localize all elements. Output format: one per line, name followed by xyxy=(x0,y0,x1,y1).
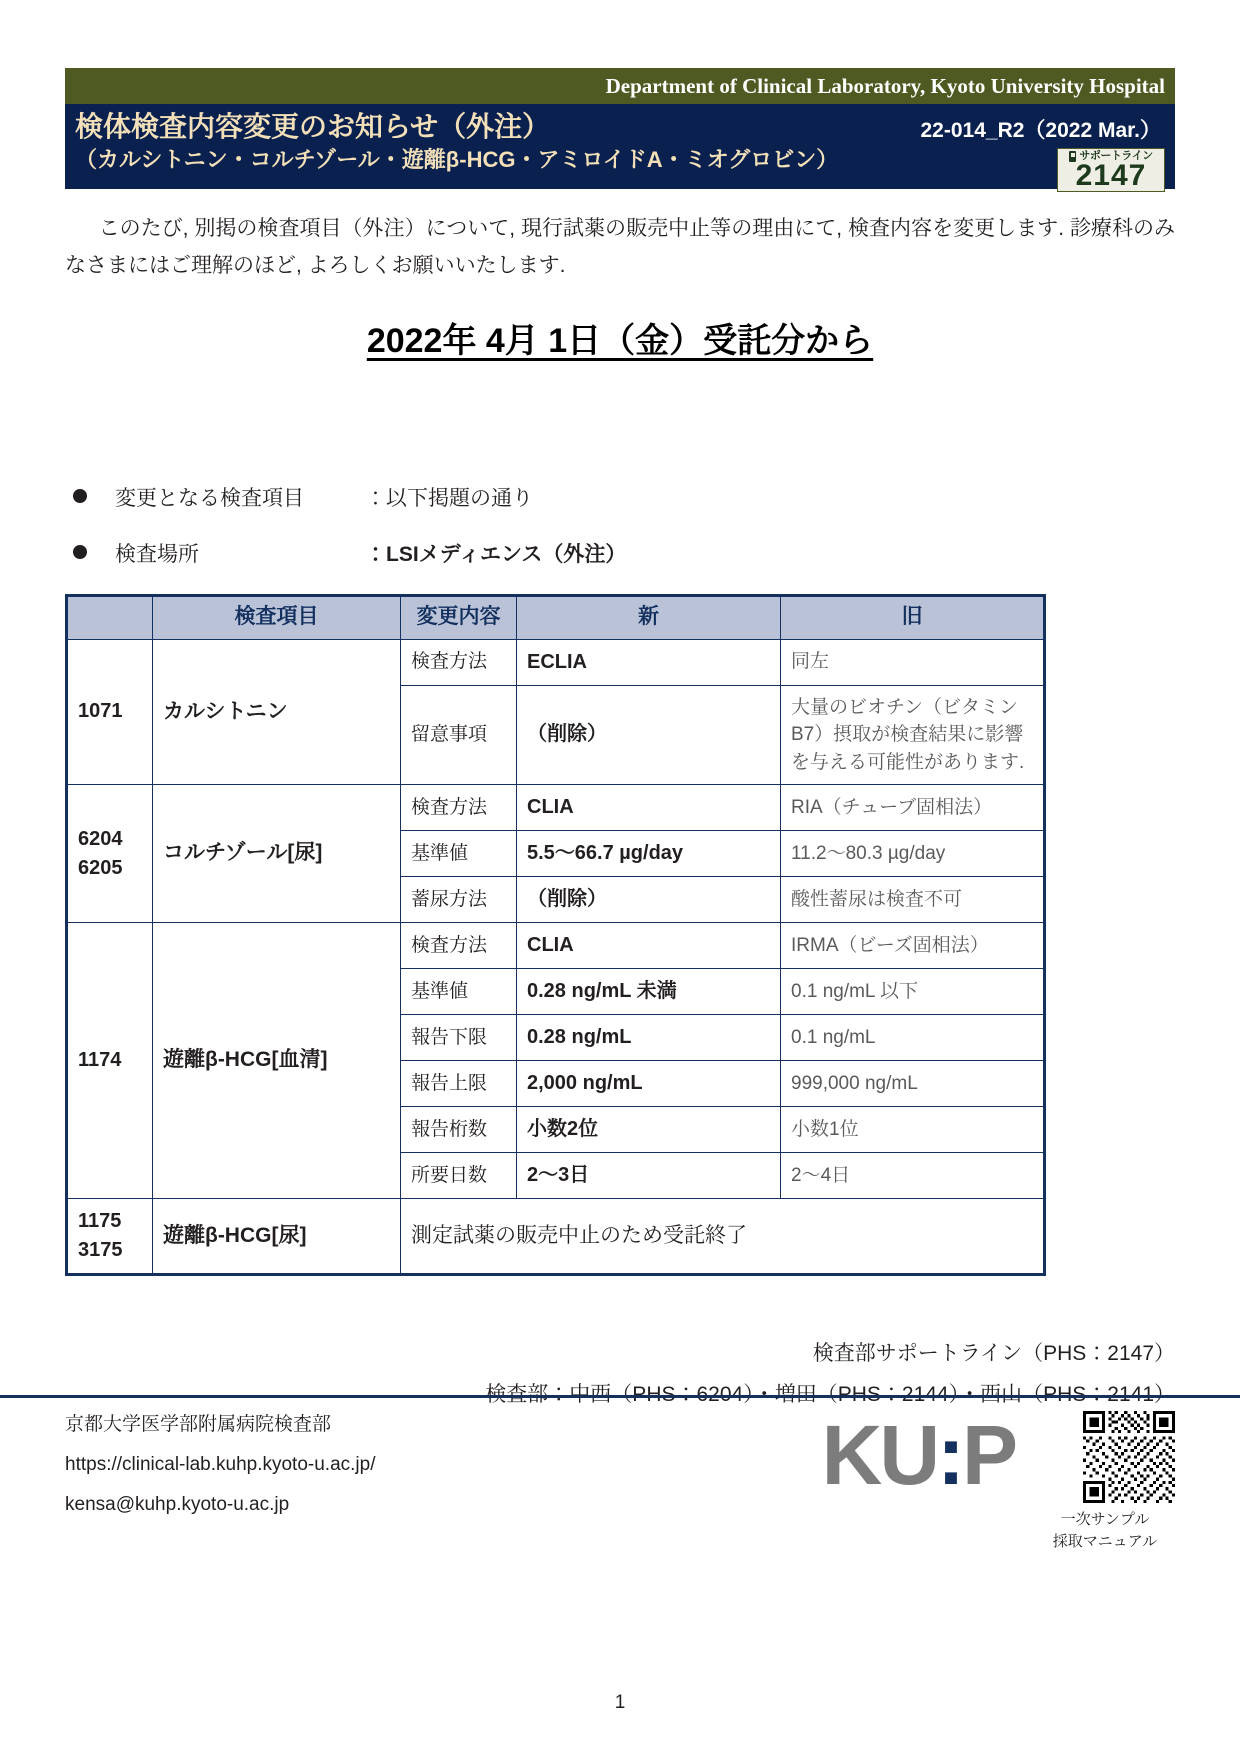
new-value-cell: 0.28 ng/mL xyxy=(517,1015,781,1061)
table-row xyxy=(67,923,1045,969)
change-kind-cell: 検査方法 xyxy=(401,639,517,685)
kuhp-logo-right: P xyxy=(961,1408,1015,1502)
intro-section xyxy=(65,211,1175,285)
new-value-cell: （削除） xyxy=(517,877,781,923)
change-kind-cell: 基準値 xyxy=(401,831,517,877)
new-value-cell: （削除） xyxy=(517,685,781,785)
new-value-cell: CLIA xyxy=(517,923,781,969)
change-kind-cell: 報告桁数 xyxy=(401,1107,517,1153)
header-title-bar xyxy=(65,104,1175,192)
test-item-cell: コルチゾール[尿] xyxy=(153,785,401,923)
test-item-cell: カルシトニン xyxy=(153,639,401,785)
test-code-cell: 1071 xyxy=(67,639,153,785)
kuhp-logo-colon: : xyxy=(936,1408,962,1502)
table-row xyxy=(67,785,1045,831)
department-name-en: Department of Clinical Laboratory, Kyoto University Hospital xyxy=(605,73,1165,98)
test-code-cell: 1174 xyxy=(67,923,153,1199)
old-value-cell: 0.1 ng/mL xyxy=(781,1015,1045,1061)
discontinuation-note-cell: 測定試薬の販売中止のため受託終了 xyxy=(401,1199,1045,1275)
kuhp-logo xyxy=(821,1408,1015,1502)
phone-icon xyxy=(1069,151,1076,162)
qr-code-icon xyxy=(1083,1411,1175,1503)
table-header-row xyxy=(67,595,1045,639)
table-body xyxy=(67,639,1045,1275)
old-value-cell: 999,000 ng/mL xyxy=(781,1061,1045,1107)
contact-section xyxy=(65,1334,1175,1416)
new-value-cell: ECLIA xyxy=(517,639,781,685)
kuhp-logo-left: KU xyxy=(821,1408,937,1502)
new-value-cell: 5.5〜66.7 µg/day xyxy=(517,831,781,877)
bullet-label: 検査場所 xyxy=(115,542,199,566)
new-value-cell: CLIA xyxy=(517,785,781,831)
document-footer xyxy=(65,1405,1175,1705)
table-header-cell: 旧 xyxy=(781,595,1045,639)
page-number: 1 xyxy=(614,1692,626,1713)
change-kind-cell: 所要日数 xyxy=(401,1153,517,1199)
effective-date-headline: 2022年 4月 1日（金）受託分から xyxy=(366,321,874,360)
table-header-cell: 新 xyxy=(517,595,781,639)
new-value-cell: 0.28 ng/mL 未満 xyxy=(517,969,781,1015)
test-code-cell: 6204 6205 xyxy=(67,785,153,923)
bullet-dot-icon xyxy=(73,489,87,503)
change-kind-cell: 蓄尿方法 xyxy=(401,877,517,923)
old-value-cell: 同左 xyxy=(781,639,1045,685)
test-code-cell: 1175 3175 xyxy=(67,1199,153,1275)
footer-website-url[interactable]: https://clinical-lab.kuhp.kyoto-u.ac.jp/ xyxy=(65,1453,376,1475)
table-head xyxy=(67,595,1045,639)
change-kind-cell: 検査方法 xyxy=(401,785,517,831)
document-header xyxy=(65,0,1175,192)
support-line-number: 2147 xyxy=(1075,159,1147,192)
footer-organization: 京都大学医学部附属病院検査部 xyxy=(65,1414,332,1435)
new-value-cell: 小数2位 xyxy=(517,1107,781,1153)
bullet-row xyxy=(73,538,1175,568)
change-kind-cell: 検査方法 xyxy=(401,923,517,969)
old-value-cell: 酸性蓄尿は検査不可 xyxy=(781,877,1045,923)
contact-support-line: 検査部サポートライン（PHS：2147） xyxy=(812,1342,1175,1366)
footer-divider xyxy=(0,1395,1240,1398)
qr-caption-line-1: 一次サンプル xyxy=(1060,1511,1150,1528)
new-value-cell: 2〜3日 xyxy=(517,1153,781,1199)
table-row xyxy=(67,1199,1045,1275)
table-row xyxy=(67,639,1045,685)
bullet-row xyxy=(73,482,1175,512)
old-value-cell: 大量のビオチン（ビタミンB7）摂取が検査結果に影響を与える可能性があります. xyxy=(781,685,1045,785)
bullet-value: ：以下掲題の通り xyxy=(365,486,533,510)
support-line-label: サポートライン xyxy=(1079,150,1153,162)
document-id: 22-014_R2（2022 Mar.） xyxy=(920,119,1161,142)
footer-email[interactable]: kensa@kuhp.kyoto-u.ac.jp xyxy=(65,1493,290,1515)
old-value-cell: RIA（チューブ固相法） xyxy=(781,785,1045,831)
old-value-cell: 0.1 ng/mL 以下 xyxy=(781,969,1045,1015)
bullet-value: ：LSIメディエンス（外注） xyxy=(365,542,627,566)
change-kind-cell: 留意事項 xyxy=(401,685,517,785)
bullet-dot-icon xyxy=(73,545,87,559)
qr-caption-line-2: 採取マニュアル xyxy=(1052,1532,1158,1550)
qr-caption xyxy=(1035,1509,1175,1553)
change-kind-cell: 報告上限 xyxy=(401,1061,517,1107)
change-summary-table xyxy=(65,594,1046,1277)
old-value-cell: 2〜4日 xyxy=(781,1153,1045,1199)
table-header-cell: 検査項目 xyxy=(153,595,401,639)
document-title: 検体検査内容変更のお知らせ（外注） xyxy=(75,111,551,142)
old-value-cell: IRMA（ビーズ固相法） xyxy=(781,923,1045,969)
test-item-cell: 遊離β-HCG[尿] xyxy=(153,1199,401,1275)
document-subtitle: （カルシトニン・コルチゾール・遊離β-HCG・アミロイドA・ミオグロビン） xyxy=(75,146,839,172)
header-department-bar xyxy=(65,68,1175,104)
table-header-cell: 変更内容 xyxy=(401,595,517,639)
support-line-badge xyxy=(1057,148,1165,192)
old-value-cell: 11.2〜80.3 µg/day xyxy=(781,831,1045,877)
table-header-cell xyxy=(67,595,153,639)
test-item-cell: 遊離β-HCG[血清] xyxy=(153,923,401,1199)
change-kind-cell: 報告下限 xyxy=(401,1015,517,1061)
summary-bullets xyxy=(65,482,1175,568)
intro-paragraph: このたび, 別掲の検査項目（外注）について, 現行試薬の販売中止等の理由にて, 検査内容を変更します. 診療科のみなさまにはご理解のほど, よろしくお願いいたします. xyxy=(65,217,1175,277)
old-value-cell: 小数1位 xyxy=(781,1107,1045,1153)
change-kind-cell: 基準値 xyxy=(401,969,517,1015)
qr-code[interactable] xyxy=(1083,1411,1175,1503)
bullet-label: 変更となる検査項目 xyxy=(115,486,304,510)
new-value-cell: 2,000 ng/mL xyxy=(517,1061,781,1107)
